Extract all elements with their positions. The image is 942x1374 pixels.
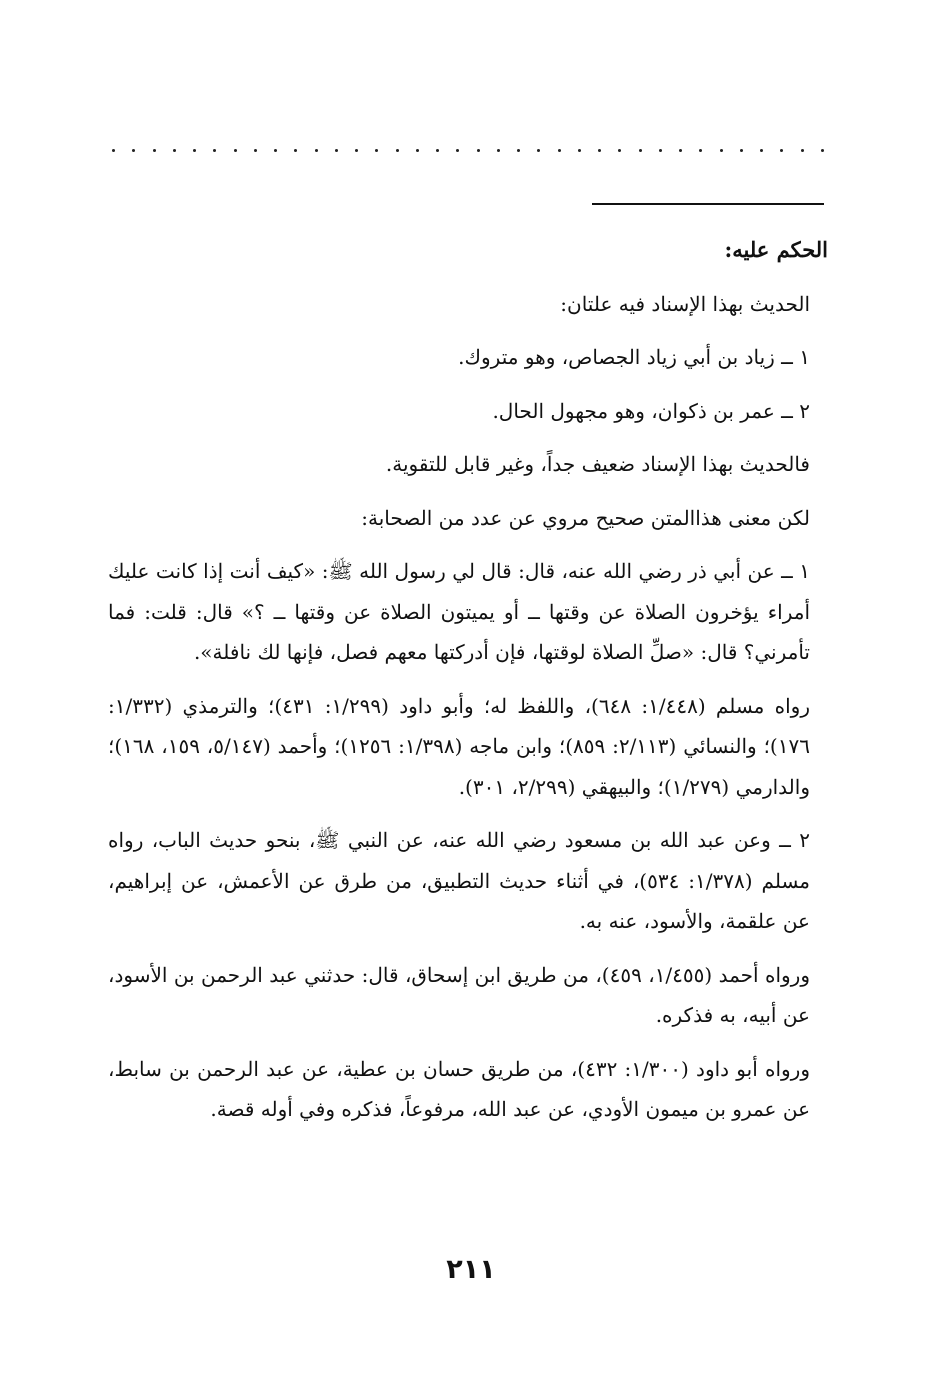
separator-dot bbox=[780, 149, 783, 152]
separator-dot bbox=[294, 149, 297, 152]
separator-dot bbox=[193, 149, 196, 152]
dotted-separator bbox=[112, 140, 824, 160]
paragraph-defect-1: ١ ــ زياد بن أبي زياد الجصاص، وهو متروك. bbox=[458, 345, 810, 369]
paragraph-however: لكن معنى هذاالمتن صحيح مروي عن عدد من الصحابة: bbox=[361, 505, 810, 530]
paragraph-verdict: فالحديث بهذا الإسناد ضعيف جداً، وغير قابل للتقوية. bbox=[385, 452, 810, 476]
paragraph-takhrij-abudawud: ورواه أبو داود (١/٣٠٠: ٤٣٢)، من طريق حسان بن عطية، عن عبد الرحمن بن سابط، عن عمرو بن ميمون الأودي، عن عبد الله، مرفوعاً، فذكره وفي أوله قصة. bbox=[108, 1056, 810, 1121]
separator-dot bbox=[821, 149, 824, 152]
separator-dot bbox=[720, 149, 723, 152]
separator-dot bbox=[234, 149, 237, 152]
paragraph-takhrij-ahmad: ورواه أحمد (١/٤٥٥، ٤٥٩)، من طريق ابن إسحاق، قال: حدثني عبد الرحمن بن الأسود، عن أبيه، به فذكره. bbox=[108, 962, 810, 1027]
separator-dot bbox=[375, 149, 378, 152]
separator-dot bbox=[760, 149, 763, 152]
separator-dot bbox=[598, 149, 601, 152]
separator-dot bbox=[132, 149, 135, 152]
paragraph-hadith-1: ١ ــ عن أبي ذر رضي الله عنه، قال: قال لي رسول الله ﷺ: «كيف أنت إذا كانت عليك أمراء يؤخرون الصلاة عن وقتها ــ أو يميتون الصلاة عن وقتها ــ ؟» قال: قلت: فما تأمرني؟ قال: «صلِّ الصلاة لوقتها، فإن أدركتها معهم فصل، فإنها لك نافلة». bbox=[108, 559, 811, 664]
paragraph-intro: الحديث بهذا الإسناد فيه علتان: bbox=[560, 291, 810, 316]
separator-dot bbox=[153, 149, 156, 152]
separator-dot bbox=[416, 149, 419, 152]
separator-dot bbox=[659, 149, 662, 152]
separator-dot bbox=[497, 149, 500, 152]
separator-dot bbox=[578, 149, 581, 152]
separator-dot bbox=[173, 149, 176, 152]
separator-dot bbox=[801, 149, 804, 152]
separator-dot bbox=[558, 149, 561, 152]
separator-dot bbox=[436, 149, 439, 152]
separator-dot bbox=[335, 149, 338, 152]
separator-dot bbox=[315, 149, 318, 152]
separator-dot bbox=[355, 149, 358, 152]
separator-dot bbox=[639, 149, 642, 152]
separator-dot bbox=[517, 149, 520, 152]
page-number: ٢١١ bbox=[446, 1254, 496, 1285]
separator-dot bbox=[254, 149, 257, 152]
separator-dot bbox=[740, 149, 743, 152]
paragraph-defect-2: ٢ ــ عمر بن ذكوان، وهو مجهول الحال. bbox=[492, 398, 810, 423]
separator-dot bbox=[618, 149, 621, 152]
separator-dot bbox=[679, 149, 682, 152]
section-heading: الحكم عليه: bbox=[724, 237, 828, 262]
page-body bbox=[108, 230, 828, 1143]
paragraph-takhrij-1: رواه مسلم (١/٤٤٨: ٦٤٨)، واللفظ له؛ وأبو داود (١/٢٩٩: ٤٣١)؛ والترمذي (١/٣٣٢: ١٧٦)؛ والنسائي (٢/١١٣: ٨٥٩)؛ وابن ماجه (١/٣٩٨: ١٢٥٦)؛ وأحمد (٥/١٤٧، ١٥٩، ١٦٨)؛ والدارمي (١/٢٧٩)؛ والبيهقي (٢/٢٩٩، ٣٠١). bbox=[108, 693, 810, 799]
separator-dot bbox=[213, 149, 216, 152]
separator-dot bbox=[699, 149, 702, 152]
separator-dot bbox=[396, 149, 399, 152]
separator-dot bbox=[274, 149, 277, 152]
separator-dot bbox=[477, 149, 480, 152]
paragraph-hadith-2: ٢ ــ وعن عبد الله بن مسعود رضي الله عنه، عن النبي ﷺ، بنحو حديث الباب، رواه مسلم (١/٣٧٨: ٥٣٤)، في أثناء حديث التطبيق، من طرق عن الأعمش، عن إبراهيم، عن علقمة، والأسود، عنه به. bbox=[108, 828, 810, 933]
separator-dot bbox=[537, 149, 540, 152]
separator-dot bbox=[456, 149, 459, 152]
separator-dot bbox=[112, 149, 115, 152]
section-rule bbox=[592, 203, 824, 205]
